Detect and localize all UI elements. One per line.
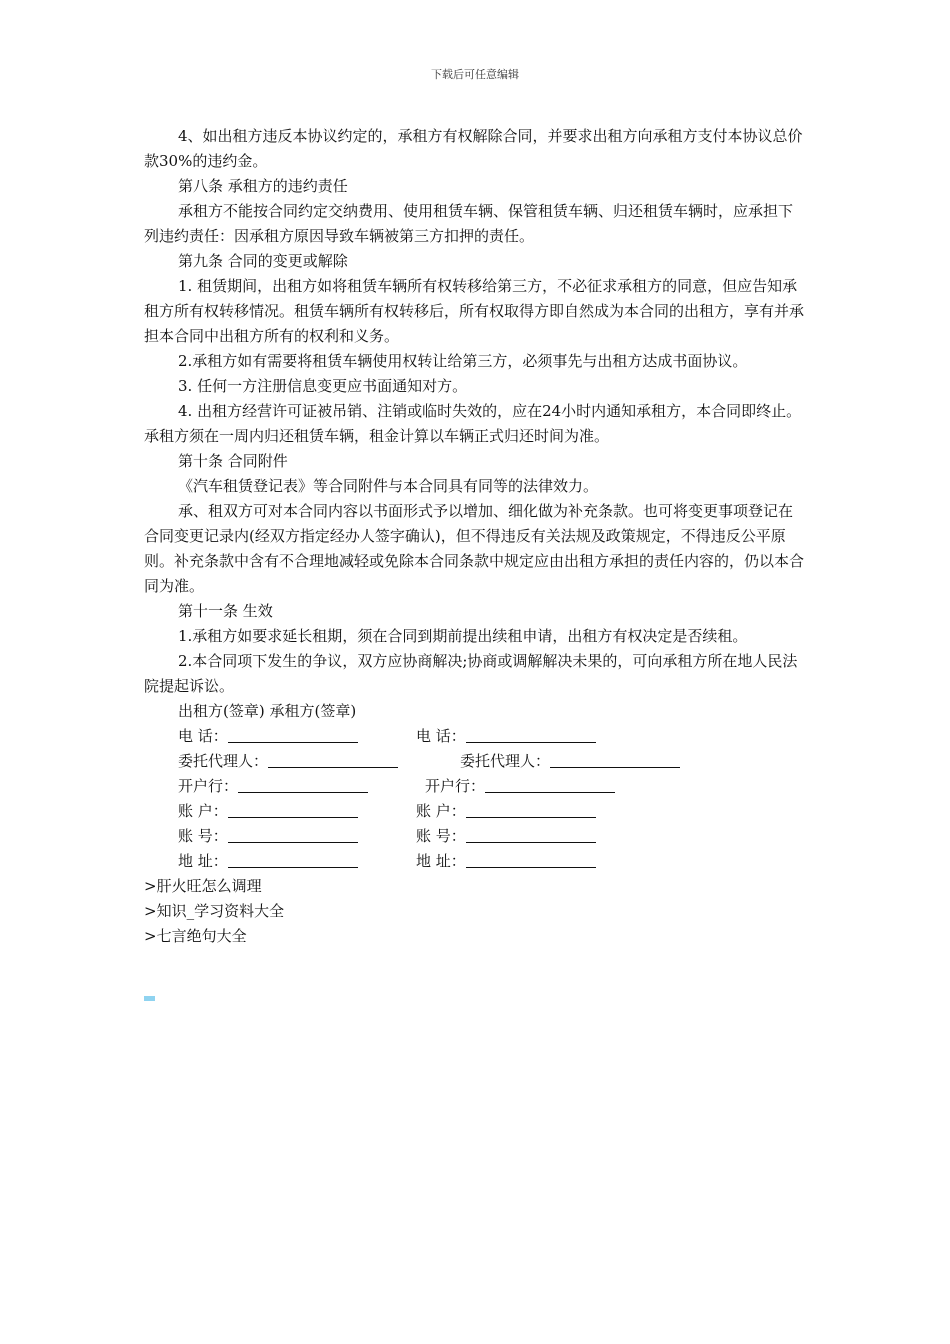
blank-line — [466, 801, 596, 818]
field-account-right — [416, 799, 596, 824]
field-agent-right — [460, 749, 680, 774]
field-label: 委托代理人： — [178, 752, 269, 770]
blank-line — [228, 801, 358, 818]
document-body — [144, 124, 804, 949]
field-label: 电 话： — [178, 727, 228, 745]
signature-row-address — [144, 849, 804, 874]
field-address-left — [178, 849, 358, 874]
field-label: 地 址： — [416, 852, 466, 870]
related-link[interactable]: >七言绝句大全 — [144, 927, 247, 945]
blank-line — [485, 776, 615, 793]
paragraph: 承租方不能按合同约定交纳费用、使用租赁车辆、保管租赁车辆、归还租赁车辆时，应承担下列违约责任：因承租方原因导致车辆被第三方扣押的责任。 — [144, 202, 794, 245]
related-link[interactable]: >肝火旺怎么调理 — [144, 877, 262, 895]
article-heading: 第九条 合同的变更或解除 — [178, 252, 348, 270]
field-phone-right — [416, 724, 596, 749]
paragraph: 2.本合同项下发生的争议，双方应协商解决;协商或调解解决未果的，可向承租方所在地人民法院提起诉讼。 — [144, 652, 798, 695]
related-link[interactable]: >知识_学习资料大全 — [144, 902, 285, 920]
blank-line — [466, 826, 596, 843]
blank-line — [228, 726, 358, 743]
field-label: 账 号： — [178, 827, 228, 845]
signature-row-agent — [144, 749, 804, 774]
field-label: 账 户： — [178, 802, 228, 820]
article-heading: 第十条 合同附件 — [178, 452, 288, 470]
paragraph: 《汽车租赁登记表》等合同附件与本合同具有同等的法律效力。 — [178, 477, 599, 495]
blank-line — [466, 851, 596, 868]
signature-row-phone — [144, 724, 804, 749]
blank-line — [466, 726, 596, 743]
text-cursor-mark — [144, 996, 155, 1001]
paragraph: 1. 租赁期间，出租方如将租赁车辆所有权转移给第三方，不必征求承租方的同意，但应告知承租方所有权转移情况。租赁车辆所有权转移后，所有权取得方即自然成为本合同的出租方，享有并承担本合同中出租方所有的权利和义务。 — [144, 277, 805, 345]
blank-line — [228, 826, 358, 843]
signature-row-account — [144, 799, 804, 824]
paragraph: 承、租双方可对本合同内容以书面形式予以增加、细化做为补充条款。也可将变更事项登记在合同变更记录内(经双方指定经办人签字确认)，但不得违反有关法规及政策规定，不得违反公平原则。补充条款中含有不合理地减轻或免除本合同条款中规定应由出租方承担的责任内容的，仍以本合同为准。 — [144, 502, 805, 595]
field-label: 开户行： — [178, 777, 239, 795]
signature-row-bank — [144, 774, 804, 799]
field-phone-left — [178, 724, 358, 749]
article-heading: 第十一条 生效 — [178, 602, 273, 620]
field-bank-left — [178, 774, 368, 799]
paragraph: 4、如出租方违反本协议约定的，承租方有权解除合同，并要求出租方向承租方支付本协议总价款30%的违约金。 — [144, 127, 803, 170]
field-number-left — [178, 824, 358, 849]
field-account-left — [178, 799, 358, 824]
blank-line — [550, 751, 680, 768]
field-label: 账 号： — [416, 827, 466, 845]
paragraph: 1.承租方如要求延长租期，须在合同到期前提出续租申请，出租方有权决定是否续租。 — [178, 627, 748, 645]
paragraph: 4. 出租方经营许可证被吊销、注销或临时失效的，应在24小时内通知承租方，本合同即终止。承租方须在一周内归还租赁车辆，租金计算以车辆正式归还时间为准。 — [144, 402, 802, 445]
field-label: 地 址： — [178, 852, 228, 870]
blank-line — [228, 851, 358, 868]
field-agent-left — [178, 749, 398, 774]
blank-line — [238, 776, 368, 793]
field-bank-right — [425, 774, 615, 799]
field-label: 委托代理人： — [460, 752, 551, 770]
field-label: 开户行： — [425, 777, 486, 795]
field-number-right — [416, 824, 596, 849]
field-address-right — [416, 849, 596, 874]
page-header: 下载后可任意编辑 — [431, 68, 519, 81]
signature-title: 出租方(签章) 承租方(签章) — [178, 702, 357, 720]
field-label: 电 话： — [416, 727, 466, 745]
signature-row-number — [144, 824, 804, 849]
field-label: 账 户： — [416, 802, 466, 820]
article-heading: 第八条 承租方的违约责任 — [178, 177, 348, 195]
blank-line — [268, 751, 398, 768]
paragraph: 2.承租方如有需要将租赁车辆使用权转让给第三方，必须事先与出租方达成书面协议。 — [178, 352, 748, 370]
paragraph: 3. 任何一方注册信息变更应书面通知对方。 — [178, 377, 468, 395]
